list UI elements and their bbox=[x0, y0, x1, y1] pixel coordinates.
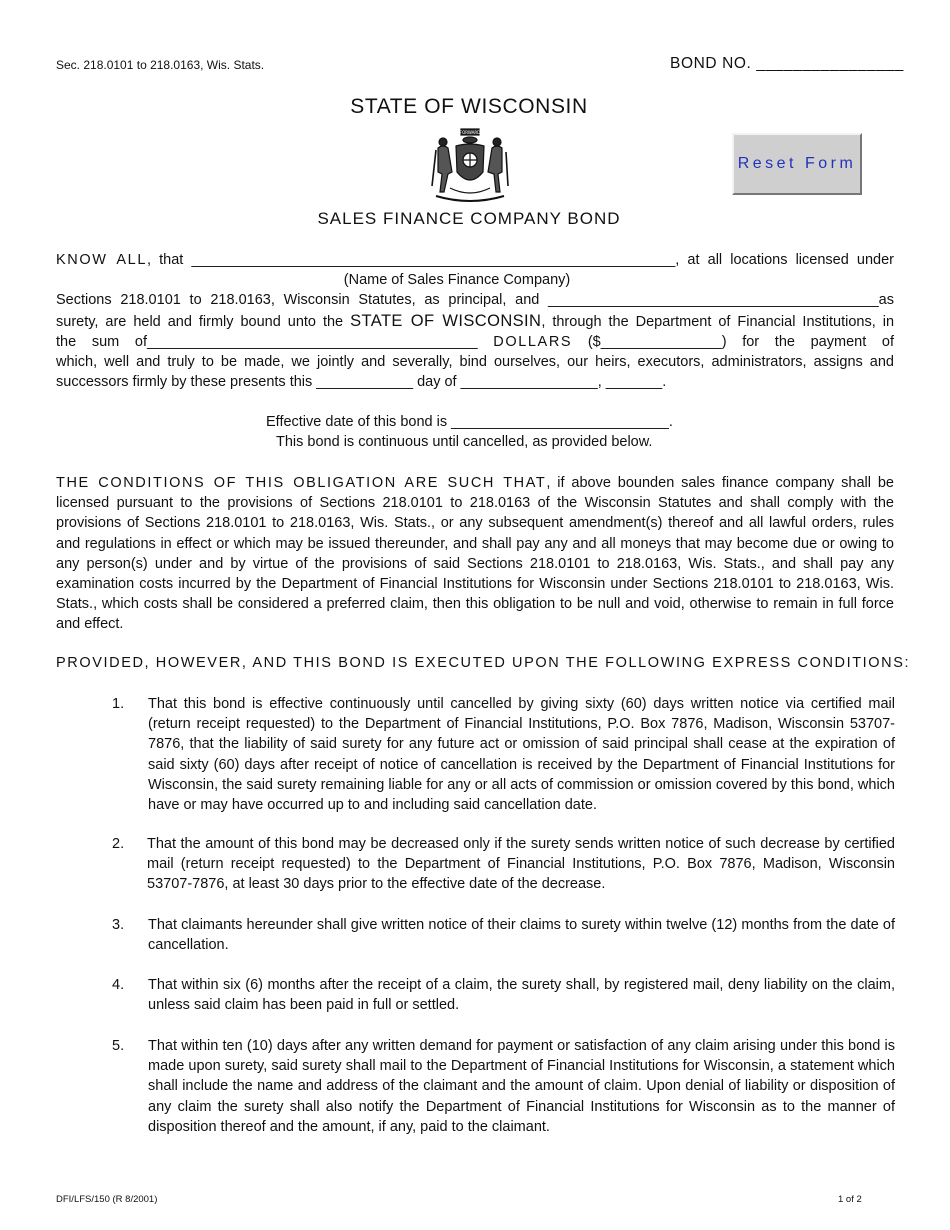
condition-text: That the amount of this bond may be decreased only if the surety sends written notice of such decrease by certified mail (return receipt requested) to the Department of Financial Institutions, P.O. Box 7876, Madison, Wisconsin 53707-7876, at least 30 days prior to the effective date of the decrease. bbox=[147, 836, 895, 893]
condition-number: 1. bbox=[112, 696, 125, 712]
page-title: STATE OF WISCONSIN bbox=[350, 95, 588, 118]
sum-line[interactable]: the sum of_________________________________________ DOLLARS ($_______________) for the payment of bbox=[56, 333, 894, 350]
bound-line: surety, are held and firmly bound unto the STATE OF WISCONSIN, through the Department of Financial Institutions, in bbox=[56, 311, 895, 330]
surety-line[interactable]: Sections 218.0101 to 218.0163, Wisconsin Statutes, as principal, and _________________________________________as bbox=[56, 292, 894, 309]
condition-item bbox=[112, 915, 895, 955]
provided-heading: PROVIDED, HOWEVER, AND THIS BOND IS EXECUTED UPON THE FOLLOWING EXPRESS CONDITIONS: bbox=[56, 655, 911, 671]
company-name-caption: (Name of Sales Finance Company) bbox=[343, 272, 571, 289]
state-of-wisconsin-inline: STATE OF WISCONSIN bbox=[350, 311, 542, 330]
condition-item bbox=[112, 694, 895, 815]
reset-form-button[interactable]: Reset Form bbox=[732, 133, 862, 195]
date-line[interactable]: successors firmly by these presents this ____________ day of _________________, _______. bbox=[56, 374, 667, 391]
condition-number: 2. bbox=[112, 836, 125, 852]
state-seal-icon bbox=[428, 126, 512, 206]
conditions-lead: THE CONDITIONS OF THIS OBLIGATION ARE SUCH THAT bbox=[56, 475, 547, 491]
statute-reference: Sec. 218.0101 to 218.0163, Wis. Stats. bbox=[56, 58, 265, 72]
know-all-lead: KNOW ALL bbox=[56, 252, 148, 268]
continuous-note: This bond is continuous until cancelled, as provided below. bbox=[276, 434, 653, 450]
condition-text: That within six (6) months after the receipt of a claim, the surety shall, by registered mail, deny liability on the claim, unless said claim has been paid in full or settled. bbox=[148, 977, 895, 1014]
bond-number-field[interactable]: BOND NO. ________________ bbox=[670, 55, 904, 72]
condition-item bbox=[112, 975, 895, 1015]
page-number: 1 of 2 bbox=[838, 1194, 862, 1205]
condition-number: 3. bbox=[112, 917, 125, 933]
conditions-paragraph: THE CONDITIONS OF THIS OBLIGATION ARE SUCH THAT, if above bounden sales finance company shall be licensed pursuant to the provisions of Sections 218.0101 to 218.0163 of the Wisconsin Statutes and shall comply with the provisions of Sections 218.0101 to 218.0163, Wis. Stats., or any subsequent amendment(s) thereof and all lawful orders, rules and regulations in effect or which may be issued thereunder, and shall pay any and all moneys that may become due or owing to any person(s) under and by virtue of the provisions of said Sections 218.0101 to 218.0163, Wis. Stats., and shall pay any examination costs incurred by the Department of Financial Institutions for Wisconsin under Sections 218.0101 to 218.0163, Wis. Stats., which costs shall be considered a preferred claim, then this obligation to be null and void, otherwise to remain in full force and effect. bbox=[56, 475, 894, 633]
condition-text: That within ten (10) days after any written demand for payment or satisfaction of any claim arising under this bond is made upon surety, said surety shall mail to the Department of Financial Institutions for Wisconsin, a statement which shall include the name and address of the claimant and the amount of claim. Upon denial of liability or disposition of any claim the surety shall also notify the Department of Financial Institutions for Wisconsin as to the manner of disposition thereof and the amount, if any, paid to the claimant. bbox=[148, 1038, 895, 1135]
condition-item bbox=[112, 1036, 895, 1137]
know-all-paragraph bbox=[56, 250, 894, 392]
company-name-field[interactable]: , that ____________________________________________________________, at all locations licensed under bbox=[147, 252, 894, 268]
effective-date-field[interactable]: Effective date of this bond is ___________________________. bbox=[266, 414, 673, 430]
condition-text: That this bond is effective continuously until cancelled by giving sixty (60) days written notice via certified mail (return receipt requested) to the Department of Financial Institutions, P.O. Box 7876, Madison, Wisconsin 53707-7876, that the liability of said surety for any future act or omission of said principal shall cease at the expiration of said sixty (60) days after receipt of notice of cancellation is received by the Department of Financial Institutions for Wisconsin, the said surety remaining liable for any or all acts of commission or omission covered by this bond, which have or may have occurred up to and including said cancellation date. bbox=[148, 696, 895, 814]
condition-number: 4. bbox=[112, 977, 125, 993]
condition-text: That claimants hereunder shall give written notice of their claims to surety within twelve (12) months from the date of cancellation. bbox=[148, 917, 895, 954]
form-id: DFI/LFS/150 (R 8/2001) bbox=[56, 1194, 158, 1205]
condition-number: 5. bbox=[112, 1038, 125, 1054]
form-subtitle: SALES FINANCE COMPANY BOND bbox=[317, 209, 621, 228]
know-all-line-1 bbox=[56, 250, 894, 270]
seal-motto: FORWARD bbox=[459, 129, 481, 135]
payment-line: which, well and truly to be made, we jointly and severally, bind ourselves, our heirs, executors, administrators, assigns and bbox=[56, 354, 894, 371]
condition-item bbox=[112, 834, 895, 895]
